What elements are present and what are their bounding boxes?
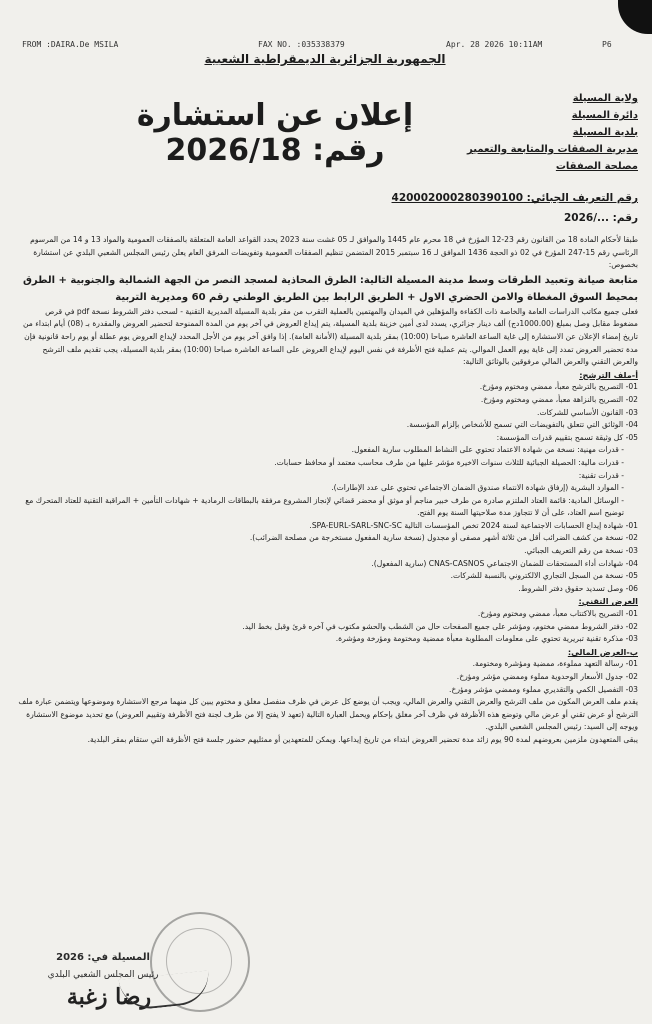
list-item: - الموارد البشرية (إرفاق شهادة الانتماء صندوق الضمان الاجتماعي تحتوي على عدد الإطارات). — [331, 483, 624, 493]
closing-paragraph: يبقى المتعهدون ملزمين بعروضهم لمدة 90 يوم زائد مدة تحضير العروض ابتداء من تاريخ إيداعها. ويمكن للمتعهدين أو ممثليهم حضور جلسة فتح الأظرفة التي ستقام بمقر البلدية. — [87, 734, 638, 744]
technical-offer-heading: العرض التقني: — [578, 596, 638, 607]
list-item: 03- التفصيل الكمي والتقديري مملوء وممضي مؤشر ومؤرخ. — [449, 684, 638, 694]
closing-paragraph: يقدم ملف العرض المكون من ملف الترشح والعرض التقني والعرض المالي، ويجب أن يوضع كل عرض في ظرف منفصل مغلق و مختوم يبين كل منهما مرجع الاستشارة وموضوعها ويتضمن عبارة ملف الترشح أو عرض تقني أو عرض مالي وتوضع هذه الأظرفة في ظرف آخر مغلق بإحكام ويحمل العبارة التالية (تعهد لا يفتح إلا من طرف لجنة فتح الأظرفة وتقييم العروض) مع تحديد موضوع الاستشارة ويوجه إلى السيد: رئيس المجلس الشعبي البلدي. — [18, 697, 638, 732]
list-item: 03- مذكرة تقنية تبريرية تحتوي على معلومات المطلوبة معبأة ممضية ومختومة ومؤرخة ومؤشرة. — [335, 634, 638, 644]
tax-id: رقم التعريف الجبائي: 420002000280390100 — [391, 192, 638, 204]
page-title: إعلان عن استشارة رقم: 2026/18 — [136, 98, 414, 168]
document-body — [18, 234, 638, 747]
signature-name: رضا زغبة — [66, 984, 152, 1010]
consultation-subject: متابعة صيانة وتعبيد الطرقات وسط مدينة المسيلة التالية: الطرق المحاذية لمسجد النصر من الجهة الشمالية والجنوبية + الطرق بمحيط السوق المغطاة والامن الحضري الاول + الطريق الرابط بين الطريق الوطني رقم 60 ومديرية التربية — [22, 274, 638, 303]
list-item: 03- نسخة من رقم التعريف الجبائي. — [524, 546, 638, 556]
financial-offer-heading: ب-العرض المالي: — [567, 646, 638, 657]
list-item: 04- شهادات أداء المستحقات للضمان الاجتماعي CNAS-CASNOS (سارية المفعول). — [371, 558, 638, 568]
list-item: 01- رسالة التعهد مملوءة، ممضية ومؤشرة ومختومة. — [472, 659, 638, 669]
list-item: 02- دفتر الشروط ممضي مختوم، ومؤشر على جميع الصفحات حال من الشطب والحشو مكتوب في آخره قرئ وقبل بخط اليد. — [242, 621, 638, 631]
authority-line: ولاية المسيلة — [572, 93, 638, 104]
list-item: - الوسائل المادية: قائمة العتاد الملتزم صادرة من طرف خبير مناجم أو موثق أو محضر قضائي لإنجاز المشروع مرفقة بالبطاقات الرمادية + شهادات التأمين + المراقبة التقنية للعتاد المتحرك مع توضيح اسم العتاد، على أن لا تتجاوز مدة صلاحيتها السنة يوم الفتح. — [25, 495, 624, 518]
fax-date-time: Apr. 28 2026 10:11AM — [446, 40, 543, 49]
signature-title: رئيس المجلس الشعبي البلدي — [47, 970, 159, 980]
issuing-authorities — [338, 90, 638, 175]
instructions-paragraph: فعلى جميع مكاتب الدراسات العامة والخاصة ذات الكفاءة والمؤهلين في الميدان والمهتمين بالعملية التقرب من مقر بلدية المسيلة المديرية التقنية - لسحب دفتر الشروط نسخة pdf في قرص مضغوط مقابل وصل بمبلغ (1000.00دج) ألف دينار جزائري، يسدد لدى أمين خزينة بلدية المسيلة، يتم إيداع العروض في آخر يوم من المدة الممنوحة لتحضير العروض والمقدرة بـ (08) أيام ابتداء من تاريخ إمضاء الإعلان عن الاستشارة إلى غاية الساعة العاشرة صباحا (10:00) بمقر بلدية المسيلة (الأمانة العامة). إذا وافق آخر يوم من الأجل المحدد لإيداع العروض يوم عطلة أو يوم راحة قانونية فإن مدة تحضير العروض تمدد إلى غاية يوم العمل الموالي. يتم عملية فتح الأظرفة في نفس اليوم لإيداع العروض على الساعة العاشرة صباحا (10:00) بمقر بلدية المسيلة، يجب تقديم ملف الترشح والعرض التقني والعرض المالي مرفوقين بالوثائق التالية: — [23, 306, 638, 367]
list-item: - قدرات مهنية: نسخة من شهادة الاعتماد تحتوي على النشاط المطلوب سارية المفعول. — [351, 445, 624, 455]
authority-line: مديرية الصفقات والمتابعة والتعمير — [467, 144, 638, 155]
reference-number: رقم: .../2026 — [563, 212, 638, 224]
fax-page-number: P6 — [602, 40, 612, 49]
authority-line: دائرة المسيلة — [571, 110, 638, 121]
list-item: - قدرات تقنية: — [578, 470, 624, 480]
intro-paragraph: طبقا لأحكام المادة 18 من القانون رقم 23-12 المؤرخ في 18 محرم عام 1445 والموافق لـ 05 غشت سنة 2023 يحدد القواعد العامة المتعلقة بالصفقات العمومية والمواد 13 و 14 من المرسوم الرئاسي رقم 15-247 المؤرخ في 02 ذو الحجة 1436 الموافق لـ 16 سبتمبر 2015 المتضمن تنظيم الصفقات العمومية وتفويضات المرفق العام يعلن رئيس المجلس الشعبي البلدي عن استشارة بخصوص: — [30, 235, 638, 270]
scan-corner-mark — [618, 0, 652, 34]
list-item: 03- القانون الأساسي للشركات. — [537, 407, 638, 417]
list-item: 01- التصريح بالاكتتاب معبأ، ممضي ومختوم ومؤرخ. — [477, 609, 638, 619]
list-item: 04- الوثائق التي تتعلق بالتفويضات التي تسمح للأشخاص بإلزام المؤسسة. — [406, 420, 638, 430]
republic-heading: الجمهورية الجزائرية الديمقراطية الشعبية — [204, 52, 446, 66]
candidature-heading: أ-ملف الترشح: — [579, 369, 638, 380]
authority-line: مصلحة الصفقات — [555, 161, 638, 172]
authority-line: بلدية المسيلة — [572, 127, 638, 138]
list-item: 06- وصل تسديد حقوق دفتر الشروط. — [518, 583, 638, 593]
fax-from: FROM :DAIRA.De MSILA — [22, 40, 119, 49]
list-item: 02- نسخة من كشف الضرائب أقل من ثلاثة أشهر مصفى أو مجدول (نسخة سارية المفعول مستخرجة من مصلحة الضرائب). — [249, 533, 638, 543]
list-item: 05- نسخة من السجل التجاري الالكتروني بالنسبة للشركات. — [450, 571, 638, 581]
list-item: 02- جدول الأسعار الوحدوية مملوء وممضي مؤشر ومؤرخ. — [456, 672, 638, 681]
fax-number: FAX NO. :035338379 — [258, 40, 345, 49]
list-item: 05- كل وثيقة تسمح بتقييم قدرات المؤسسة: — [496, 432, 638, 442]
list-item: 02- التصريح بالنزاهة معبأ، ممضي ومختوم ومؤرخ. — [480, 394, 638, 404]
list-item: - قدرات مالية: الحصيلة الجبائية للثلاث سنوات الاخيرة مؤشر عليها من طرف محاسب معتمد أو محافظ حسابات. — [274, 457, 624, 467]
list-item: 01- شهادة إيداع الحسابات الاجتماعية لسنة 2024 تخص المؤسسات التالية SPA-EURL-SARL-SNC-SC. — [309, 520, 638, 530]
list-item: 01- التصريح بالترشح معبأ، ممضي ومختوم ومؤرخ. — [479, 382, 638, 392]
signature-date: المسيلة في: 2026 — [56, 952, 150, 963]
